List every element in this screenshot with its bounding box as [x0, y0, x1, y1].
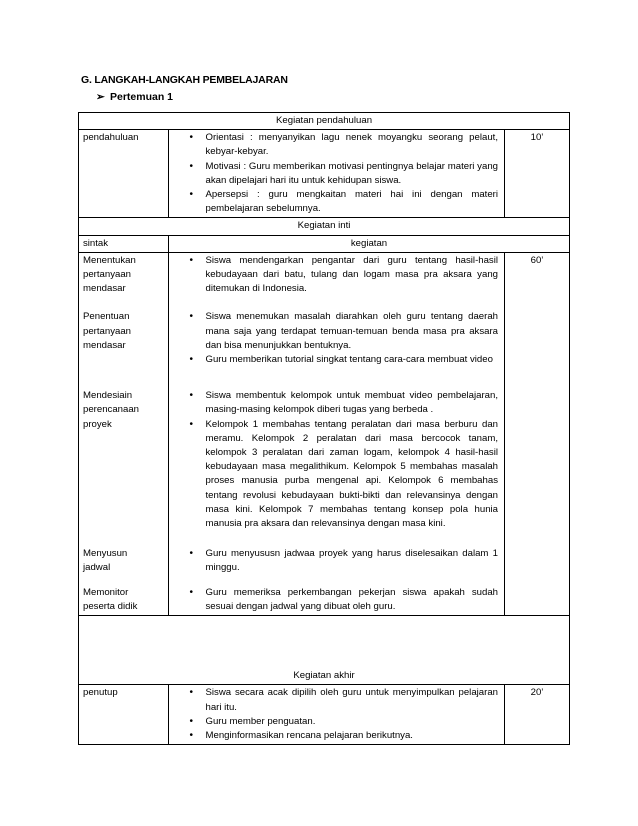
inti-step-activities [185, 586, 499, 614]
meeting-subheading [96, 91, 173, 103]
pendahuluan-item: • Motivasi : Guru memberikan motivasi pentingnya belajar materi yang akan dipelajari hari itu untuk kehidupan siswa. [185, 160, 499, 188]
inti-step-activities [185, 547, 499, 575]
inti-title: Kegiatan inti [79, 218, 570, 235]
inti-item: • Guru memeriksa perkembangan pekerjan siswa apakah sudah sesuai dengan jadwal yang dibuat oleh guru. [185, 586, 499, 614]
akhir-activities [185, 685, 505, 745]
pendahuluan-time: 10’ [505, 130, 570, 218]
pendahuluan-activities [185, 130, 505, 218]
inti-step-activities [185, 389, 499, 531]
inti-header-row [79, 235, 570, 252]
blank-row [79, 616, 570, 669]
akhir-item: • Siswa secara acak dipilih oleh guru untuk menyimpulkan pelajaran hari itu. [185, 686, 499, 714]
akhir-title: Kegiatan akhir [79, 668, 570, 685]
pendahuluan-item: • Apersepsi : guru mengkaitan materi hai ini dengan materi pembelajaran sebelumnya. [185, 188, 499, 216]
sintak-step: Mendesiain perencanaan proyek [83, 390, 140, 430]
col-sintak: sintak [79, 235, 169, 252]
sintak-step: Penentuan pertanyaan mendasar [83, 311, 132, 351]
sintak-step: Menyusun jadwal [83, 548, 128, 574]
inti-item: • Siswa membentuk kelompok untuk membuat video pembelajaran, masing-masing kelompok diberi tugas yang berbeda . [185, 389, 499, 417]
inti-step-activities [185, 310, 499, 367]
inti-item: • Guru menyususn jadwaa proyek yang harus diselesaikan dalam 1 minggu. [185, 547, 499, 575]
inti-kegiatan-cell [185, 252, 505, 615]
col-kegiatan: kegiatan [169, 235, 570, 252]
pendahuluan-title-row [79, 113, 570, 130]
akhir-phase: penutup [79, 685, 169, 745]
section-heading: G. LANGKAH-LANGKAH PEMBELAJARAN [81, 74, 288, 86]
akhir-time: 20’ [505, 685, 570, 745]
sintak-step: Menentukan pertanyaan mendasar [83, 254, 136, 295]
inti-item: • Guru memberikan tutorial singkat tentang cara-cara membuat video [185, 353, 499, 367]
pendahuluan-list [185, 131, 499, 216]
inti-item: • Kelompok 1 membahas tentang peralatan dari masa berburu dan meramu. Kelompok 2 peralatan dari masa bercocok tanam, kelompok 3 peralatan dari zaman logam, kelompok 4 hasil-hasil kebudayaan masa megalithikum. Kelompok 5 membahas masalah proses manusia purba mengenal api. Kelompok 6 membahas tentang revolusi kebudayaan bukti-bikti dan relevansinya dengan masa kini. Kelompok 7 membahas tentang konsep pola hunia manusia pra aksara dan relevansinya dengan masa kini. [185, 418, 499, 532]
inti-item: • Siswa menemukan masalah diarahkan oleh guru tentang daerah mana saja yang terdapat temuan-temuan benda masa pra aksara dan bisa menunjukkan bentuknya. [185, 310, 499, 353]
akhir-item: • Menginformasikan rencana pelajaran berikutnya. [185, 729, 499, 743]
inti-sintak-cell [79, 252, 169, 615]
pendahuluan-item: • Orientasi : menyanyikan lagu nenek moyangku seorang pelaut, kebyar-kebyar. [185, 131, 499, 159]
pendahuluan-row [79, 130, 570, 218]
akhir-item: • Guru member penguatan. [185, 715, 499, 729]
pendahuluan-phase: pendahuluan [79, 130, 169, 218]
meeting-title: Pertemuan 1 [110, 91, 174, 103]
inti-time: 60’ [505, 252, 570, 615]
pendahuluan-title: Kegiatan pendahuluan [79, 113, 570, 130]
sintak-step: Memonitor peserta didik [83, 586, 138, 612]
inti-row [79, 252, 570, 615]
akhir-title-row [79, 668, 570, 685]
inti-step-activities [185, 254, 499, 297]
akhir-list [185, 686, 499, 743]
lesson-steps-table [78, 112, 570, 745]
inti-title-row [79, 218, 570, 235]
arrow-bullet-icon: ➢ [96, 91, 105, 103]
inti-item: • Siswa mendengarkan pengantar dari guru tentang hasil-hasil kebudayaan dari batu, tulang dan logam masa pra aksara yang ditemukan di Indonesia. [185, 254, 499, 297]
akhir-row [79, 685, 570, 745]
